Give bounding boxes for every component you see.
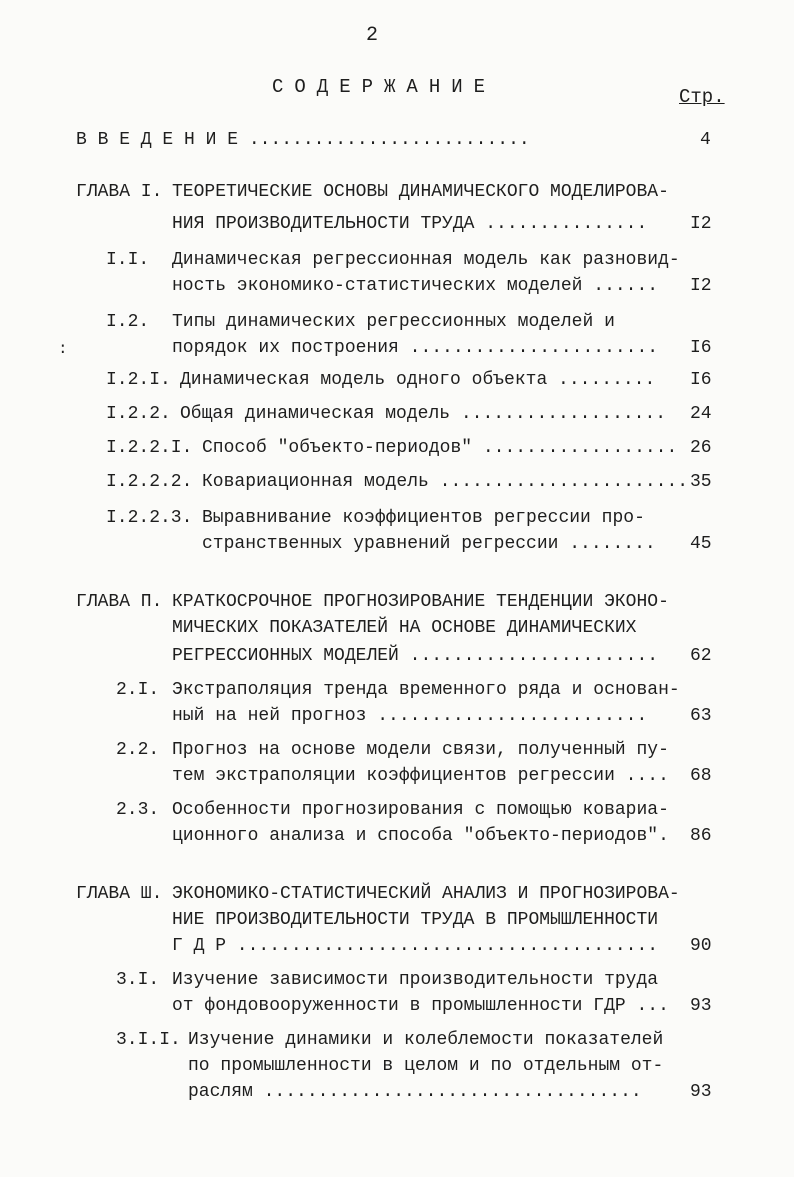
toc-number: ГЛАВА П. [76,592,163,612]
toc-title: РЕГРЕССИОННЫХ МОДЕЛЕЙ ....................... [172,646,659,666]
margin-mark: : [58,340,68,358]
toc-title: МИЧЕСКИХ ПОКАЗАТЕЛЕЙ НА ОСНОВЕ ДИНАМИЧЕСКИХ [172,618,637,638]
toc-title: ЭКОНОМИКО-СТАТИСТИЧЕСКИЙ АНАЛИЗ И ПРОГНОЗИРОВА- [172,884,680,904]
toc-number: I.2.2. [106,404,171,424]
toc-number: I.I. [106,250,150,270]
toc-title: Общая динамическая модель ................... [180,404,667,424]
toc-number: 2.I. [116,680,160,700]
toc-title: тем экстраполяции коэффициентов регрессии .... [172,766,669,786]
toc-page: I6 [690,370,712,390]
toc-page: 90 [690,936,712,956]
toc-title: ТЕОРЕТИЧЕСКИЕ ОСНОВЫ ДИНАМИЧЕСКОГО МОДЕЛИРОВА- [172,182,669,202]
toc-number: 2.3. [116,800,160,820]
toc-title: НИЯ ПРОИЗВОДИТЕЛЬНОСТИ ТРУДА ............... [172,214,648,234]
toc-number: 2.2. [116,740,160,760]
toc-title: раслям ................................... [188,1082,642,1102]
toc-title: Ковариационная модель ....................... [202,472,689,492]
toc-number: I.2.2.I. [106,438,193,458]
toc-number: ГЛАВА Ш. [76,884,163,904]
toc-title: Динамическая модель одного объекта ......... [180,370,656,390]
toc-page: I2 [690,214,712,234]
toc-title: порядок их построения ....................... [172,338,659,358]
toc-title: Типы динамических регрессионных моделей и [172,312,615,332]
toc-entry-intro: В В Е Д Е Н И Е .......................... [76,130,530,150]
toc-title: Особенности прогнозирования с помощью ковариа- [172,800,669,820]
toc-number: 3.I. [116,970,160,990]
toc-page: 24 [690,404,712,424]
toc-page: I6 [690,338,712,358]
toc-page: 45 [690,534,712,554]
toc-page: 93 [690,996,712,1016]
toc-number: ГЛАВА I. [76,182,163,202]
toc-title: Способ "объекто-периодов" .................. [202,438,678,458]
toc-title: ционного анализа и способа "объекто-периодов". [172,826,669,846]
toc-title: ность экономико-статистических моделей ...... [172,276,659,296]
toc-number: 3.I.I. [116,1030,181,1050]
toc-title: Г Д Р ....................................... [172,936,659,956]
toc-title: странственных уравнений регрессии ........ [202,534,656,554]
toc-page: 4 [700,130,711,150]
page-title: СОДЕРЖАНИЕ [272,76,497,98]
toc-number: I.2.I. [106,370,171,390]
toc-title: Динамическая регрессионная модель как разновид- [172,250,680,270]
toc-page: 63 [690,706,712,726]
toc-title: Экстраполяция тренда временного ряда и основан- [172,680,680,700]
page-number: 2 [366,24,379,47]
toc-page: 62 [690,646,712,666]
toc-title: Выравнивание коэффициентов регрессии про- [202,508,645,528]
toc-title: НИЕ ПРОИЗВОДИТЕЛЬНОСТИ ТРУДА В ПРОМЫШЛЕННОСТИ [172,910,659,930]
toc-page: 35 [690,472,712,492]
toc-number: I.2. [106,312,150,332]
pages-column-label: Стр. [679,86,725,108]
toc-title: от фондовооруженности в промышленности ГДР ... [172,996,669,1016]
toc-page: I2 [690,276,712,296]
toc-page: 93 [690,1082,712,1102]
toc-title: Изучение зависимости производительности труда [172,970,659,990]
toc-number: I.2.2.2. [106,472,193,492]
toc-page: 86 [690,826,712,846]
toc-title: по промышленности в целом и по отдельным от- [188,1056,664,1076]
toc-number: I.2.2.3. [106,508,193,528]
toc-title: Прогноз на основе модели связи, полученный пу- [172,740,669,760]
toc-page: 26 [690,438,712,458]
toc-page: 68 [690,766,712,786]
toc-title: Изучение динамики и колеблемости показателей [188,1030,664,1050]
toc-title: ный на ней прогноз ......................... [172,706,648,726]
toc-title: КРАТКОСРОЧНОЕ ПРОГНОЗИРОВАНИЕ ТЕНДЕНЦИИ ЭКОНО- [172,592,669,612]
